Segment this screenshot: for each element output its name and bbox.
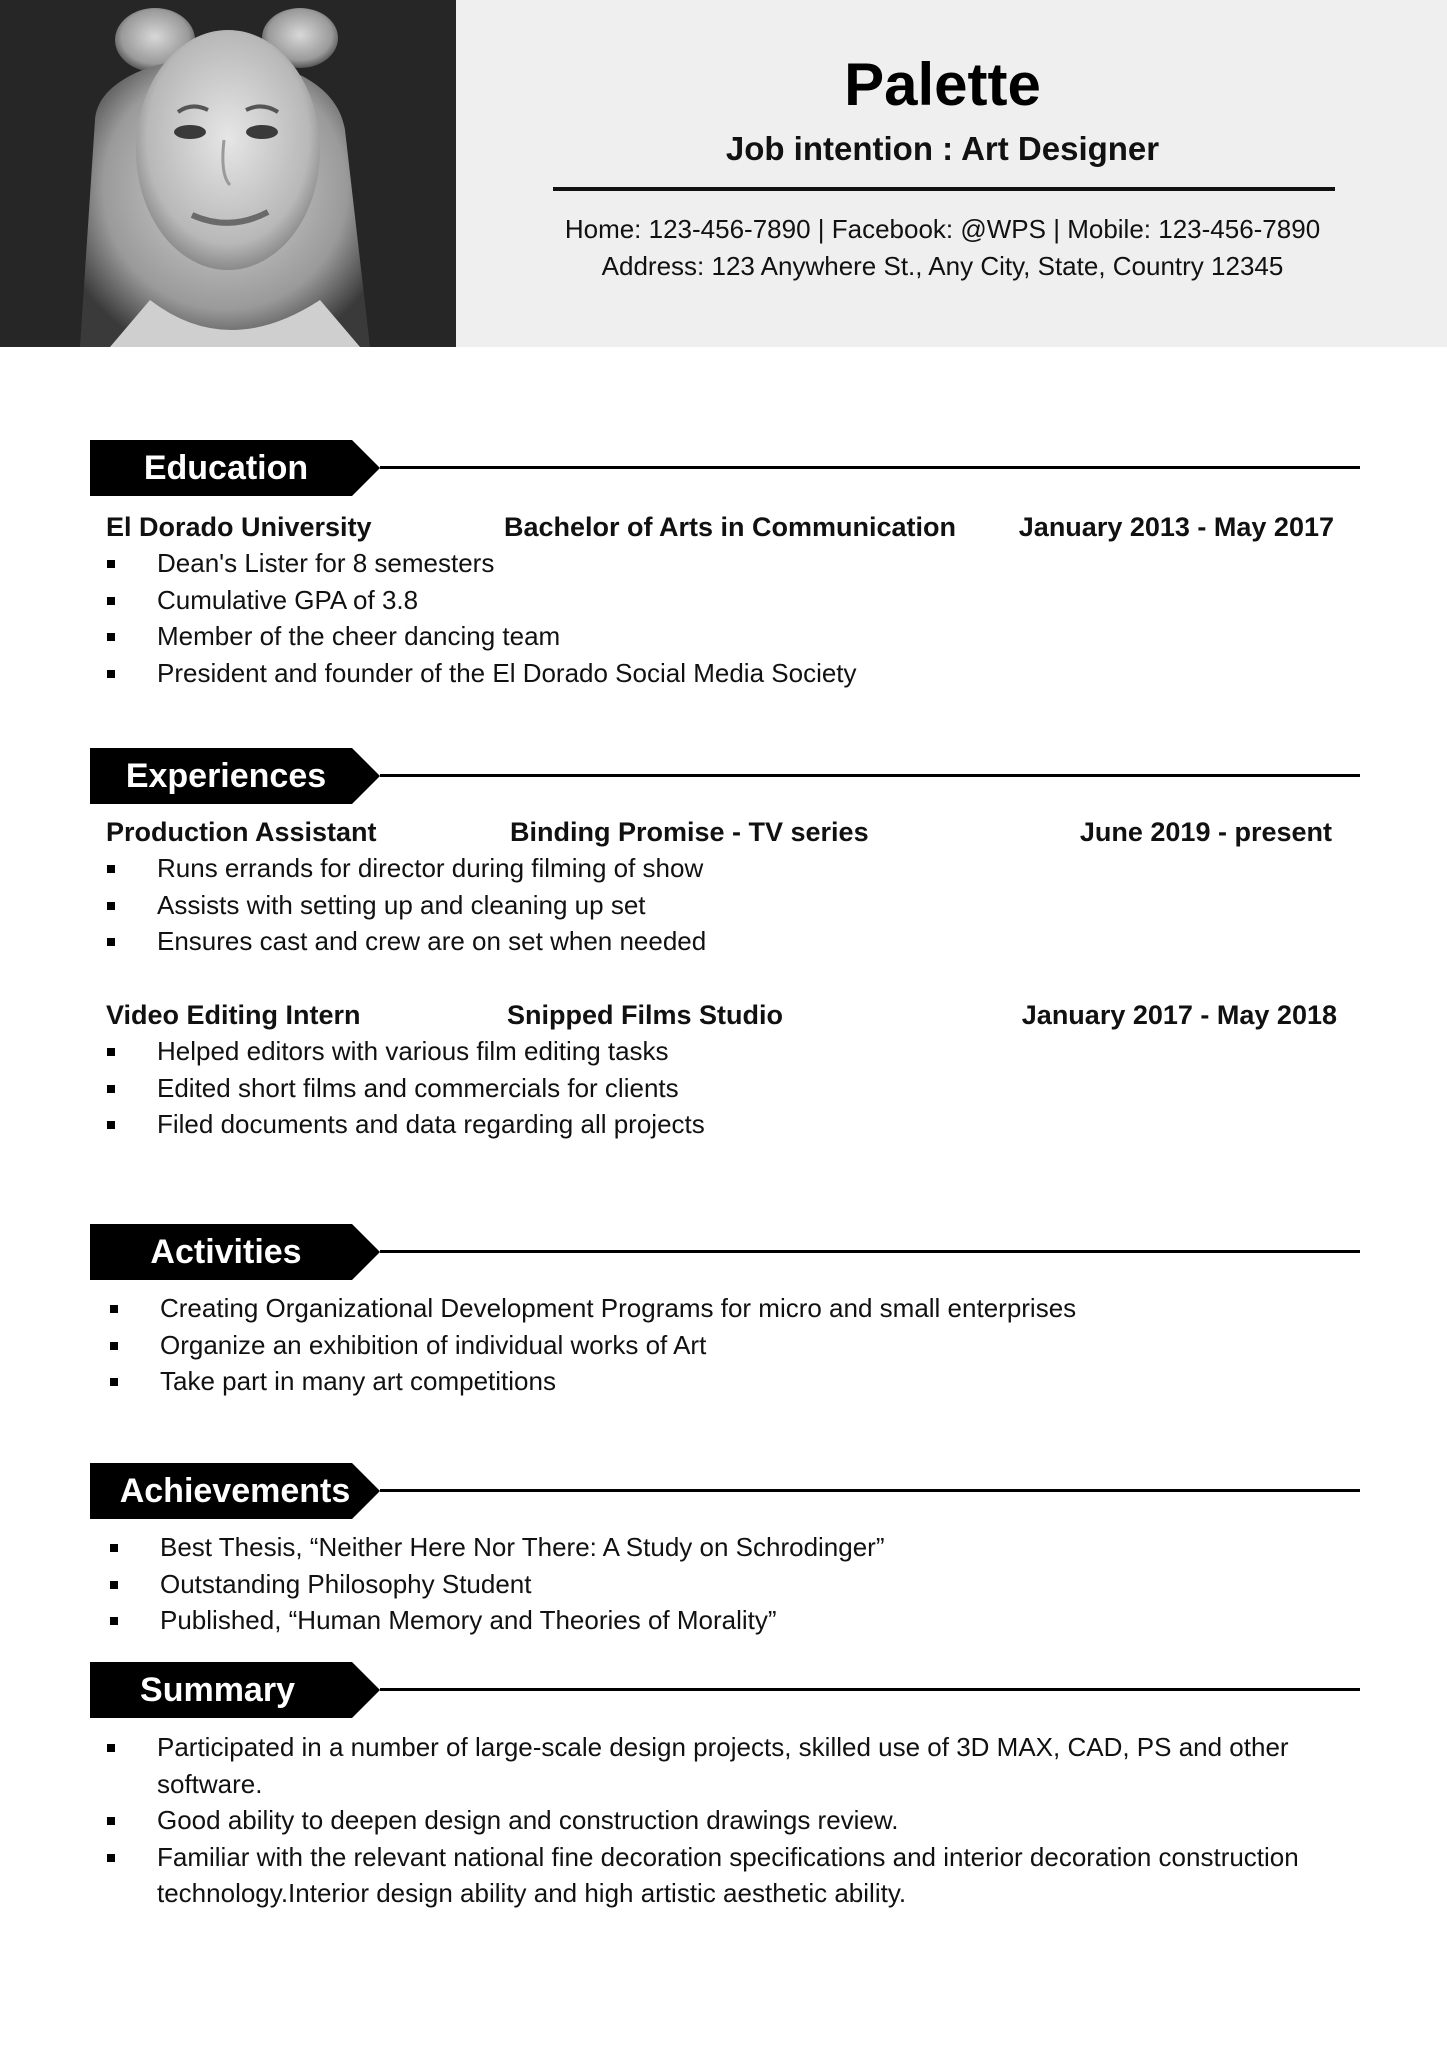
list-item: Take part in many art competitions [110, 1363, 1350, 1400]
list-item: Familiar with the relevant national fine decoration specifications and interior decoration construction technology.Interior design ability and high artistic aesthetic ability. [107, 1839, 1352, 1912]
section-header-activities [90, 1224, 1360, 1280]
list-item: Published, “Human Memory and Theories of Morality” [110, 1602, 1350, 1639]
education-dates: January 2013 - May 2017 [1018, 512, 1334, 542]
section-header-summary [90, 1662, 1360, 1718]
school-name: El Dorado University [106, 512, 372, 542]
contact-line-address: Address: 123 Anywhere St., Any City, State, Country 12345 [601, 251, 1284, 281]
job-company: Binding Promise - TV series [510, 817, 869, 847]
job-intention: Job intention : Art Designer [725, 130, 1160, 167]
section-rule [380, 1250, 1360, 1253]
list-item: Ensures cast and crew are on set when needed [107, 923, 1347, 960]
contact-line-phones: Home: 123-456-7890 | Facebook: @WPS | Mobile: 123-456-7890 [564, 214, 1321, 244]
list-item: President and founder of the El Dorado Social Media Society [107, 655, 1347, 692]
list-item: Best Thesis, “Neither Here Nor There: A Study on Schrodinger” [110, 1529, 1350, 1566]
list-item: Cumulative GPA of 3.8 [107, 582, 1347, 619]
job-role: Production Assistant [106, 817, 377, 847]
list-item: Runs errands for director during filming of show [107, 850, 1347, 887]
section-title-education: Education [143, 449, 309, 487]
list-item: Member of the cheer dancing team [107, 618, 1347, 655]
list-item: Filed documents and data regarding all projects [107, 1106, 1347, 1143]
list-item: Edited short films and commercials for clients [107, 1070, 1347, 1107]
list-item: Assists with setting up and cleaning up set [107, 887, 1347, 924]
contact-info [456, 211, 1429, 285]
section-title-activities: Activities [150, 1233, 302, 1271]
header-divider [553, 187, 1335, 191]
job-company: Snipped Films Studio [507, 1000, 783, 1030]
section-title-summary: Summary [140, 1671, 295, 1709]
profile-photo [0, 0, 456, 347]
list-item: Organize an exhibition of individual works of Art [110, 1327, 1350, 1364]
education-row [0, 510, 1447, 544]
list-item: Participated in a number of large-scale design projects, skilled use of 3D MAX, CAD, PS and other software. [107, 1729, 1352, 1802]
job-role: Video Editing Intern [106, 1000, 361, 1030]
list-item: Outstanding Philosophy Student [110, 1566, 1350, 1603]
list-item: Creating Organizational Development Programs for micro and small enterprises [110, 1290, 1350, 1327]
job-row [0, 998, 1447, 1032]
activities-bullets [110, 1290, 1350, 1400]
section-header-experiences [90, 748, 1360, 804]
degree: Bachelor of Arts in Communication [504, 512, 957, 542]
list-item: Helped editors with various film editing tasks [107, 1033, 1347, 1070]
job-dates: January 2017 - May 2018 [1021, 1000, 1337, 1030]
job-row [0, 815, 1447, 849]
section-header-achievements [90, 1463, 1360, 1519]
job-dates: June 2019 - present [1079, 817, 1332, 847]
section-title-achievements: Achievements [119, 1472, 351, 1510]
section-rule [380, 1688, 1360, 1691]
candidate-name: Palette [844, 51, 1041, 118]
achievements-bullets [110, 1529, 1350, 1639]
section-title-experiences: Experiences [125, 757, 327, 795]
summary-bullets [107, 1729, 1352, 1912]
section-rule [380, 774, 1360, 777]
list-item: Good ability to deepen design and construction drawings review. [107, 1802, 1352, 1839]
education-bullets [107, 545, 1347, 691]
job-bullets [107, 1033, 1347, 1143]
section-header-education [90, 440, 1360, 496]
list-item: Dean's Lister for 8 semesters [107, 545, 1347, 582]
section-rule [380, 1489, 1360, 1492]
job-bullets [107, 850, 1347, 960]
section-rule [380, 466, 1360, 469]
